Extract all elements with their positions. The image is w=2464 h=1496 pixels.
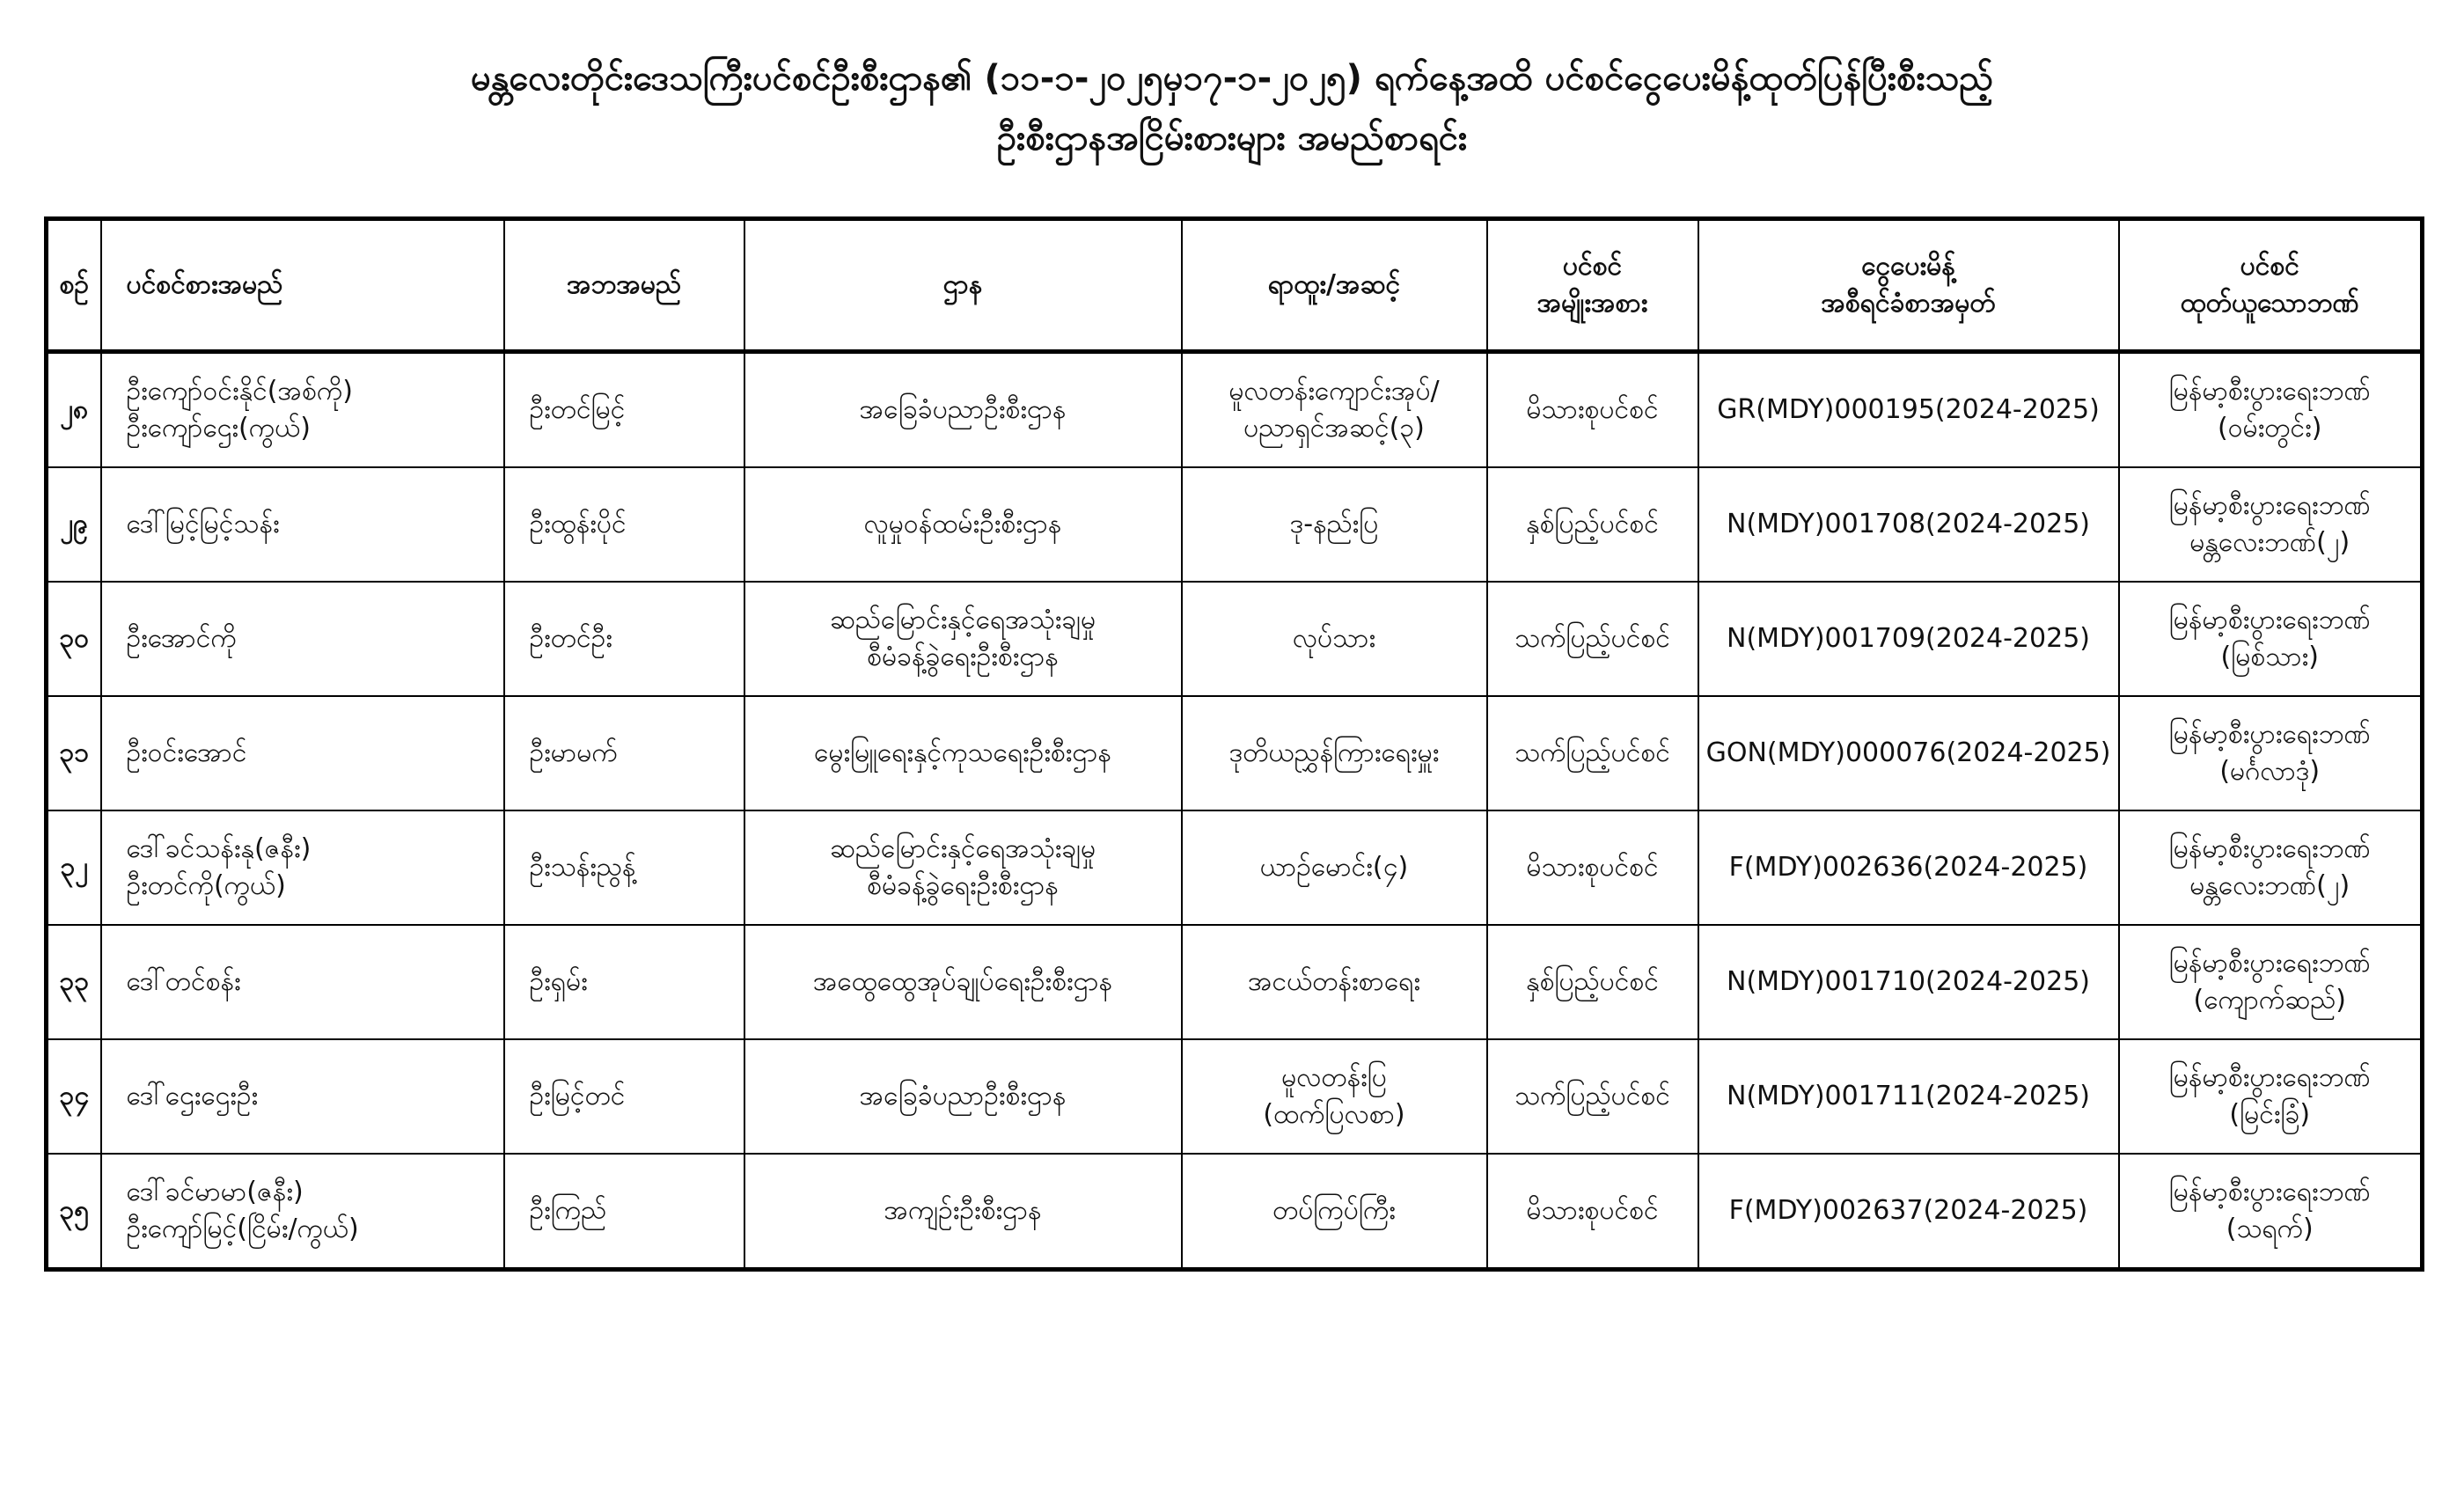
father-name-cell: ဦးမာမက် [504, 696, 744, 810]
rank-cell: ယာဉ်မောင်း(၄) [1182, 810, 1487, 925]
pension-type-cell: မိသားစုပင်စင် [1487, 810, 1698, 925]
table-row [47, 810, 2423, 925]
bank-cell: မြန်မာ့စီးပွားရေးဘဏ် (မြင်းခြံ) [2119, 1039, 2423, 1154]
bank-cell: မြန်မာ့စီးပွားရေးဘဏ် (ကျောက်ဆည်) [2119, 925, 2423, 1039]
order-number-cell: GON(MDY)000076(2024-2025) [1698, 696, 2119, 810]
row-number: ၃၂ [47, 810, 101, 925]
order-number-cell: N(MDY)001711(2024-2025) [1698, 1039, 2119, 1154]
column-header-bank: ပင်စင် ထုတ်ယူသောဘဏ် [2119, 219, 2423, 352]
father-name-cell: ဦးမြင့်တင် [504, 1039, 744, 1154]
bank-cell: မြန်မာ့စီးပွားရေးဘဏ် (မင်္ဂလာဒုံ) [2119, 696, 2423, 810]
father-name-cell: ဦးထွန်းပိုင် [504, 467, 744, 582]
column-header-no: စဉ် [47, 219, 101, 352]
department-cell: အခြေခံပညာဦးစီးဌာန [744, 1039, 1182, 1154]
table-row [47, 467, 2423, 582]
order-number-cell: N(MDY)001708(2024-2025) [1698, 467, 2119, 582]
row-number: ၂၈ [47, 352, 101, 468]
pension-table [44, 216, 2424, 1272]
pension-type-cell: သက်ပြည့်ပင်စင် [1487, 696, 1698, 810]
column-header-department: ဌာန [744, 219, 1182, 352]
column-header-rank: ရာထူး/အဆင့် [1182, 219, 1487, 352]
pensioner-name-cell: ဦးကျော်ဝင်းနိုင်(အစ်ကို) ဦးကျော်ဌေး(ကွယ်) [101, 352, 504, 468]
table-row [47, 1039, 2423, 1154]
rank-cell: မူလတန်းကျောင်းအုပ်/ ပညာရှင်အဆင့်(၃) [1182, 352, 1487, 468]
bank-cell: မြန်မာ့စီးပွားရေးဘဏ် (မြစ်သား) [2119, 582, 2423, 696]
page-subtitle: ဦးစီးဌာနအငြိမ်းစားများ အမည်စာရင်း [996, 118, 1468, 158]
rank-cell: အငယ်တန်းစာရေး [1182, 925, 1487, 1039]
father-name-cell: ဦးတင်မြင့် [504, 352, 744, 468]
order-number-cell: F(MDY)002637(2024-2025) [1698, 1154, 2119, 1270]
rank-cell: တပ်ကြပ်ကြီး [1182, 1154, 1487, 1270]
table-row [47, 925, 2423, 1039]
pension-type-cell: သက်ပြည့်ပင်စင် [1487, 1039, 1698, 1154]
pensioner-name-cell: ဦးအောင်ကို [101, 582, 504, 696]
row-number: ၃၄ [47, 1039, 101, 1154]
pensioner-name-cell: ဦးဝင်းအောင် [101, 696, 504, 810]
table-row [47, 352, 2423, 468]
department-cell: ဆည်မြောင်းနှင့်ရေအသုံးချမှု စီမံခန့်ခွဲရေးဦးစီးဌာန [744, 810, 1182, 925]
pension-type-cell: နှစ်ပြည့်ပင်စင် [1487, 467, 1698, 582]
pensioner-name-cell: ဒေါ်တင်စန်း [101, 925, 504, 1039]
rank-cell: မူလတန်းပြ (ထက်ပြလစာ) [1182, 1039, 1487, 1154]
father-name-cell: ဦးသန်းညွန့် [504, 810, 744, 925]
father-name-cell: ဦးရှမ်း [504, 925, 744, 1039]
department-cell: အခြေခံပညာဦးစီးဌာန [744, 352, 1182, 468]
order-number-cell: GR(MDY)000195(2024-2025) [1698, 352, 2119, 468]
pension-type-cell: မိသားစုပင်စင် [1487, 1154, 1698, 1270]
column-header-order-number: ငွေပေးမိန့် အစီရင်ခံစာအမှတ် [1698, 219, 2119, 352]
pension-type-cell: နှစ်ပြည့်ပင်စင် [1487, 925, 1698, 1039]
column-header-pensioner-name: ပင်စင်စားအမည် [101, 219, 504, 352]
department-cell: အကျဉ်းဦးစီးဌာန [744, 1154, 1182, 1270]
department-cell: လူမှုဝန်ထမ်းဦးစီးဌာန [744, 467, 1182, 582]
pensioner-name-cell: ဒေါ်ဌေးဌေးဦး [101, 1039, 504, 1154]
department-cell: အထွေထွေအုပ်ချုပ်ရေးဦးစီးဌာန [744, 925, 1182, 1039]
rank-cell: ဒု-နည်းပြ [1182, 467, 1487, 582]
row-number: ၂၉ [47, 467, 101, 582]
father-name-cell: ဦးတင်ဦး [504, 582, 744, 696]
pensioner-name-cell: ဒေါ်ခင်သန်းနု(ဇနီး) ဦးတင်ကို(ကွယ်) [101, 810, 504, 925]
rank-cell: လုပ်သား [1182, 582, 1487, 696]
bank-cell: မြန်မာ့စီးပွားရေးဘဏ် မန္တလေးဘဏ်(၂) [2119, 467, 2423, 582]
department-cell: ဆည်မြောင်းနှင့်ရေအသုံးချမှု စီမံခန့်ခွဲရေးဦးစီးဌာန [744, 582, 1182, 696]
department-cell: မွေးမြူရေးနှင့်ကုသရေးဦးစီးဌာန [744, 696, 1182, 810]
bank-cell: မြန်မာ့စီးပွားရေးဘဏ် မန္တလေးဘဏ်(၂) [2119, 810, 2423, 925]
row-number: ၃၃ [47, 925, 101, 1039]
table-header-row [47, 219, 2423, 352]
page-header [0, 48, 2464, 168]
order-number-cell: N(MDY)001709(2024-2025) [1698, 582, 2119, 696]
pensioner-name-cell: ဒေါ်ခင်မာမာ(ဇနီး) ဦးကျော်မြင့်(ငြိမ်း/ကွယ်) [101, 1154, 504, 1270]
page-title: မန္တလေးတိုင်းဒေသကြီးပင်စင်ဦးစီးဌာန၏ (၁၁-၁-၂၀၂၅မှ၁၇-၁-၂၀၂၅) ရက်နေ့အထိ ပင်စင်ငွေပေးမိန့်ထုတ်ပြန်ပြီးစီးသည့် [470, 58, 1994, 99]
table-row [47, 582, 2423, 696]
bank-cell: မြန်မာ့စီးပွားရေးဘဏ် (ဝမ်းတွင်း) [2119, 352, 2423, 468]
pensioner-name-cell: ဒေါ်မြင့်မြင့်သန်း [101, 467, 504, 582]
order-number-cell: F(MDY)002636(2024-2025) [1698, 810, 2119, 925]
pension-type-cell: သက်ပြည့်ပင်စင် [1487, 582, 1698, 696]
row-number: ၃၀ [47, 582, 101, 696]
pension-type-cell: မိသားစုပင်စင် [1487, 352, 1698, 468]
row-number: ၃၅ [47, 1154, 101, 1270]
column-header-father-name: အဘအမည် [504, 219, 744, 352]
order-number-cell: N(MDY)001710(2024-2025) [1698, 925, 2119, 1039]
father-name-cell: ဦးကြည် [504, 1154, 744, 1270]
row-number: ၃၁ [47, 696, 101, 810]
column-header-pension-type: ပင်စင် အမျိုးအစား [1487, 219, 1698, 352]
table-row [47, 1154, 2423, 1270]
bank-cell: မြန်မာ့စီးပွားရေးဘဏ် (သရက်) [2119, 1154, 2423, 1270]
table-row [47, 696, 2423, 810]
rank-cell: ဒုတိယညွှန်ကြားရေးမှူး [1182, 696, 1487, 810]
